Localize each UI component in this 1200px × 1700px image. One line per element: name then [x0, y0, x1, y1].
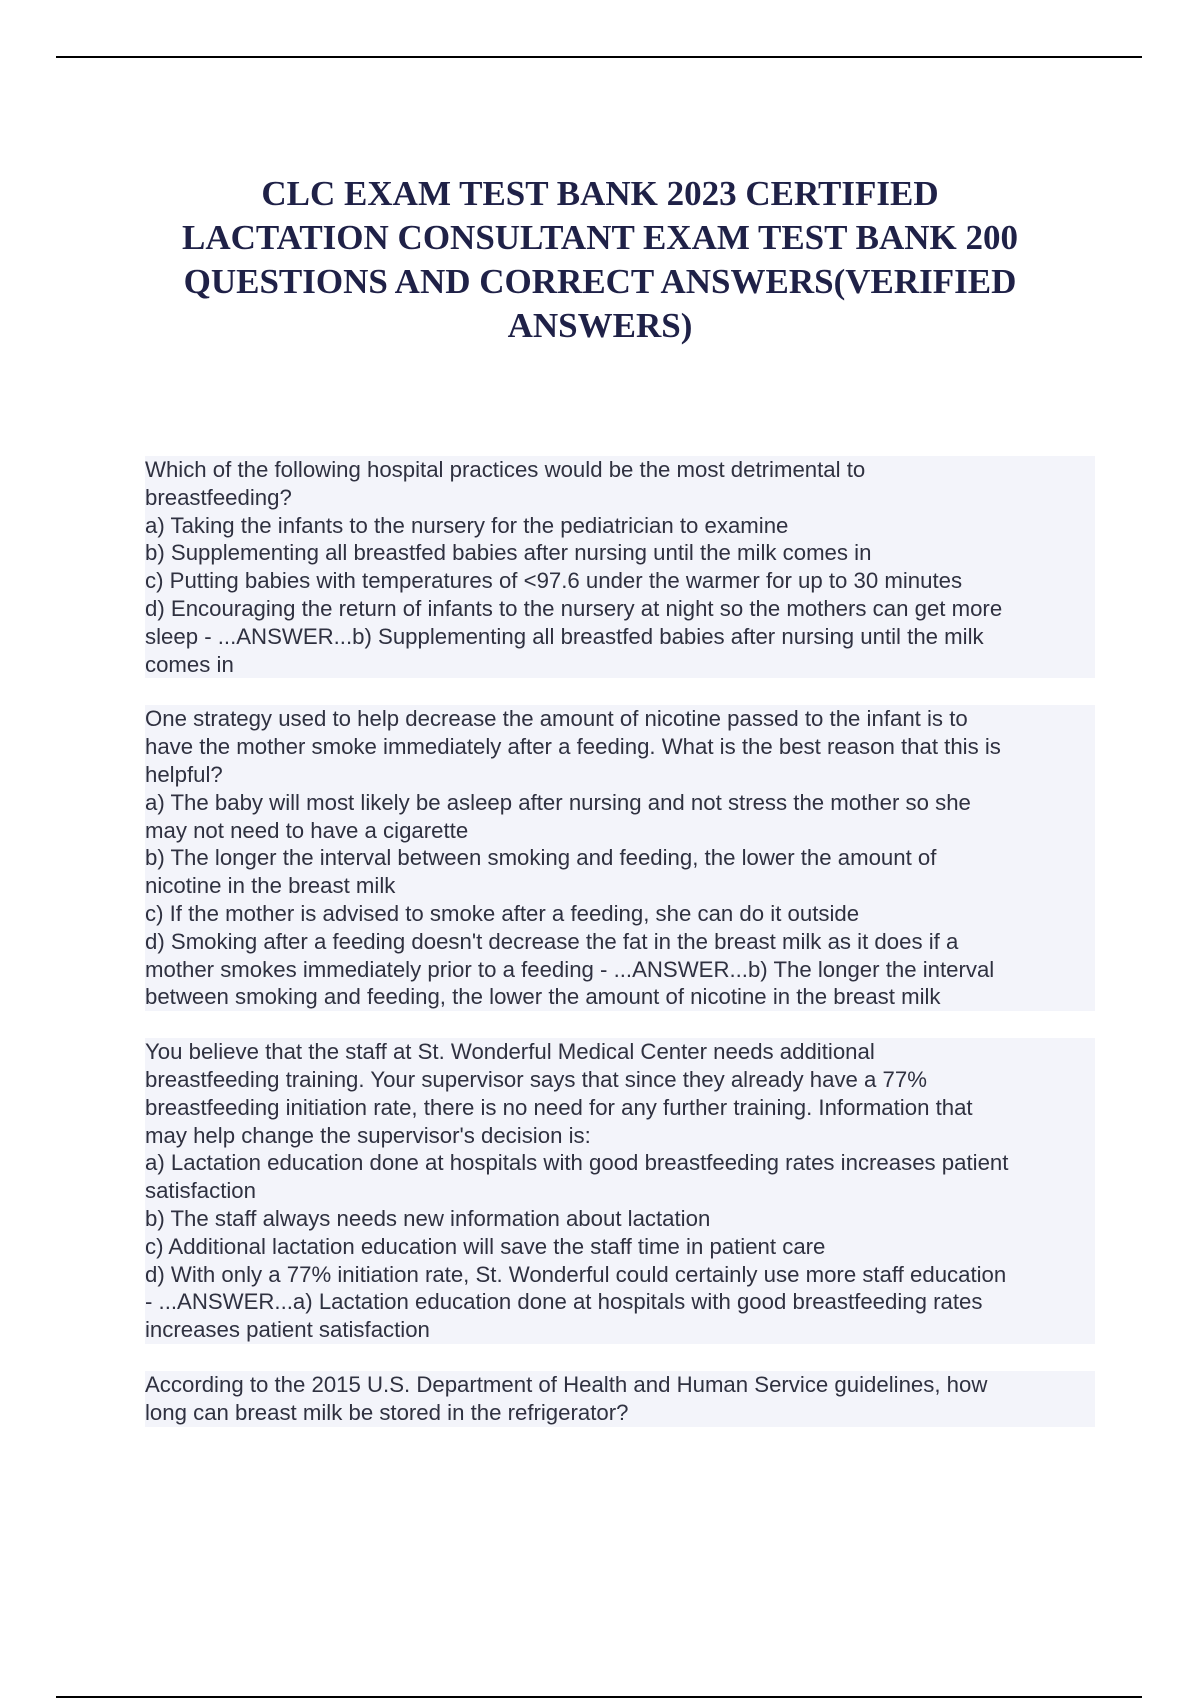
text-line: a) Taking the infants to the nursery for the pediatrician to examine [145, 512, 1095, 540]
text-line: between smoking and feeding, the lower the amount of nicotine in the breast milk [145, 983, 1095, 1011]
text-line: sleep - ...ANSWER...b) Supplementing all breastfed babies after nursing until the milk [145, 623, 1095, 651]
text-line: d) Encouraging the return of infants to the nursery at night so the mothers can get more [145, 595, 1095, 623]
text-line: long can breast milk be stored in the refrigerator? [145, 1399, 1095, 1427]
text-line: may help change the supervisor's decision is: [145, 1122, 1095, 1150]
text-line: comes in [145, 651, 1095, 679]
text-line: - ...ANSWER...a) Lactation education done at hospitals with good breastfeeding rates [145, 1288, 1095, 1316]
title-line: ANSWERS) [507, 306, 693, 345]
text-line: You believe that the staff at St. Wonderful Medical Center needs additional [145, 1038, 1095, 1066]
document-title [150, 172, 1050, 348]
bottom-rule [56, 1696, 1142, 1698]
title-line: QUESTIONS AND CORRECT ANSWERS(VERIFIED [183, 262, 1017, 301]
text-line: b) The staff always needs new information about lactation [145, 1205, 1095, 1233]
question-block [145, 456, 1095, 678]
text-line: b) Supplementing all breastfed babies after nursing until the milk comes in [145, 539, 1095, 567]
text-line: d) Smoking after a feeding doesn't decrease the fat in the breast milk as it does if a [145, 928, 1095, 956]
question-list [145, 456, 1095, 1454]
text-line: mother smokes immediately prior to a feeding - ...ANSWER...b) The longer the interval [145, 956, 1095, 984]
text-line: c) Additional lactation education will save the staff time in patient care [145, 1233, 1095, 1261]
question-block [145, 1038, 1095, 1344]
top-rule [56, 56, 1142, 58]
text-line: c) If the mother is advised to smoke after a feeding, she can do it outside [145, 900, 1095, 928]
title-line: LACTATION CONSULTANT EXAM TEST BANK 200 [182, 218, 1018, 257]
text-line: breastfeeding training. Your supervisor says that since they already have a 77% [145, 1066, 1095, 1094]
text-line: a) The baby will most likely be asleep after nursing and not stress the mother so she [145, 789, 1095, 817]
question-block [145, 1371, 1095, 1427]
text-line: One strategy used to help decrease the amount of nicotine passed to the infant is to [145, 705, 1095, 733]
text-line: may not need to have a cigarette [145, 817, 1095, 845]
text-line: helpful? [145, 761, 1095, 789]
text-line: a) Lactation education done at hospitals with good breastfeeding rates increases patient [145, 1149, 1095, 1177]
text-line: d) With only a 77% initiation rate, St. Wonderful could certainly use more staff education [145, 1261, 1095, 1289]
title-line: CLC EXAM TEST BANK 2023 CERTIFIED [261, 174, 939, 213]
text-line: Which of the following hospital practices would be the most detrimental to [145, 456, 1095, 484]
text-line: breastfeeding? [145, 484, 1095, 512]
text-line: c) Putting babies with temperatures of <97.6 under the warmer for up to 30 minutes [145, 567, 1095, 595]
question-block [145, 705, 1095, 1011]
text-line: increases patient satisfaction [145, 1316, 1095, 1344]
text-line: b) The longer the interval between smoking and feeding, the lower the amount of [145, 844, 1095, 872]
text-line: satisfaction [145, 1177, 1095, 1205]
text-line: nicotine in the breast milk [145, 872, 1095, 900]
text-line: breastfeeding initiation rate, there is no need for any further training. Information that [145, 1094, 1095, 1122]
text-line: have the mother smoke immediately after a feeding. What is the best reason that this is [145, 733, 1095, 761]
text-line: According to the 2015 U.S. Department of Health and Human Service guidelines, how [145, 1371, 1095, 1399]
